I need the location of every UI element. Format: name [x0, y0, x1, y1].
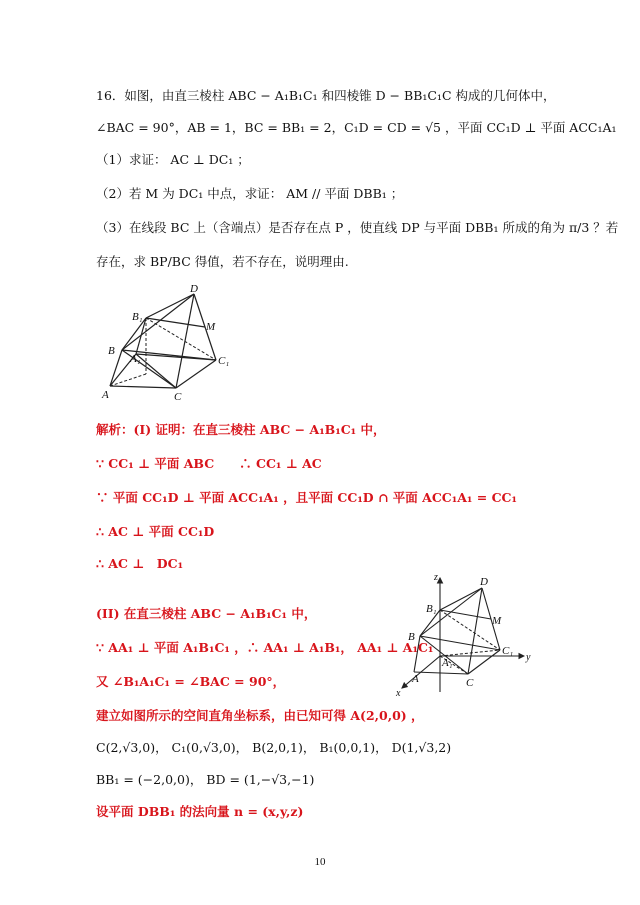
solution-4: ∴ AC ⊥ 平面 CC₁D [96, 524, 215, 539]
label-c2: C [466, 677, 474, 689]
solution-3: ∵ 平面 CC₁D ⊥ 平面 ACC₁A₁ ，且平面 CC₁D ∩ 平面 ACC₁A₁ = CC₁ [96, 490, 517, 505]
page-number: 10 [314, 856, 326, 868]
solution-5: ∴ AC ⊥ DC₁ [96, 556, 184, 571]
label-m2: M [492, 615, 502, 627]
solution-9: 建立如图所示的空间直角坐标系，由已知可得 A(2,0,0) ， [96, 708, 424, 723]
label-m: M [206, 321, 216, 333]
solution-8: 又 ∠B₁A₁C₁ = ∠BAC = 90°， [96, 674, 286, 689]
geometry-figure-1 [96, 282, 236, 410]
label-c1: C₁ [218, 355, 230, 367]
label-d: D [190, 283, 198, 295]
solution-11: BB₁ = (−2,0,0)， BD = (1,−√3,−1) [96, 772, 315, 787]
solution-2: ∵ CC₁ ⊥ 平面 ABC ∴ CC₁ ⊥ AC [96, 456, 322, 471]
label-z: z [434, 572, 438, 583]
solution-10: C(2,√3,0)， C₁(0,√3,0)， B(2,0,1)， B₁(0,0,1)， D(1,√3,2) [96, 740, 452, 755]
label-c1-2: C₁ [502, 645, 514, 657]
label-c: C [174, 391, 182, 403]
solution-6: (II) 在直三棱柱 ABC − A₁B₁C₁ 中， [96, 606, 317, 621]
edge-b1-m [146, 318, 205, 327]
label-b2: B [408, 631, 415, 643]
edge-b1-d [146, 294, 194, 318]
solution-12: 设平面 DBB₁ 的法向量 n = (x,y,z) [96, 804, 304, 819]
label-a1: A₁ [130, 353, 141, 365]
label-a: A [102, 389, 109, 401]
edge-c-c1 [176, 360, 216, 388]
edge-b1-a1 [136, 318, 146, 354]
geometry-figure-2-coordinate [392, 572, 542, 700]
edge-a1-c [136, 354, 176, 388]
question-3-line-a: （3）在线段 BC 上（含端点）是否存在点 P ，使直线 DP 与平面 DBB₁ 所成的角为 π/3 ？若 [96, 220, 619, 235]
label-b1: B₁ [132, 311, 143, 323]
label-b: B [108, 345, 115, 357]
solution-7: ∵ AA₁ ⊥ 平面 A₁B₁C₁ ，∴ AA₁ ⊥ A₁B₁， AA₁ ⊥ A₁C₁ [96, 640, 434, 655]
question-1: （1）求证： AC ⊥ DC₁ ； [96, 152, 250, 167]
label-x: x [396, 688, 401, 699]
problem-line-2: ∠BAC = 90°，AB = 1，BC = BB₁ = 2，C₁D = CD = √5 ，平面 CC₁D ⊥ 平面 ACC₁A₁ [96, 120, 617, 135]
solution-1: 解析：(I) 证明：在直三棱柱 ABC − A₁B₁C₁ 中， [96, 422, 386, 437]
label-b1-2: B₁ [426, 603, 437, 615]
question-3-line-b: 存在，求 BP/BC 得值，若不存在，说明理由. [96, 254, 349, 269]
label-a1-2: A₁ [442, 657, 453, 669]
edge-a-c [110, 386, 176, 388]
problem-line-1: 16．如图，由直三棱柱 ABC − A₁B₁C₁ 和四棱锥 D − BB₁C₁C 构成的几何体中， [96, 88, 556, 103]
question-2: （2）若 M 为 DC₁ 中点，求证： AM // 平面 DBB₁ ； [96, 186, 404, 201]
label-y: y [526, 652, 531, 663]
label-d2: D [480, 576, 488, 588]
label-a2: A [412, 673, 419, 685]
edge-a1-c1 [136, 354, 216, 360]
